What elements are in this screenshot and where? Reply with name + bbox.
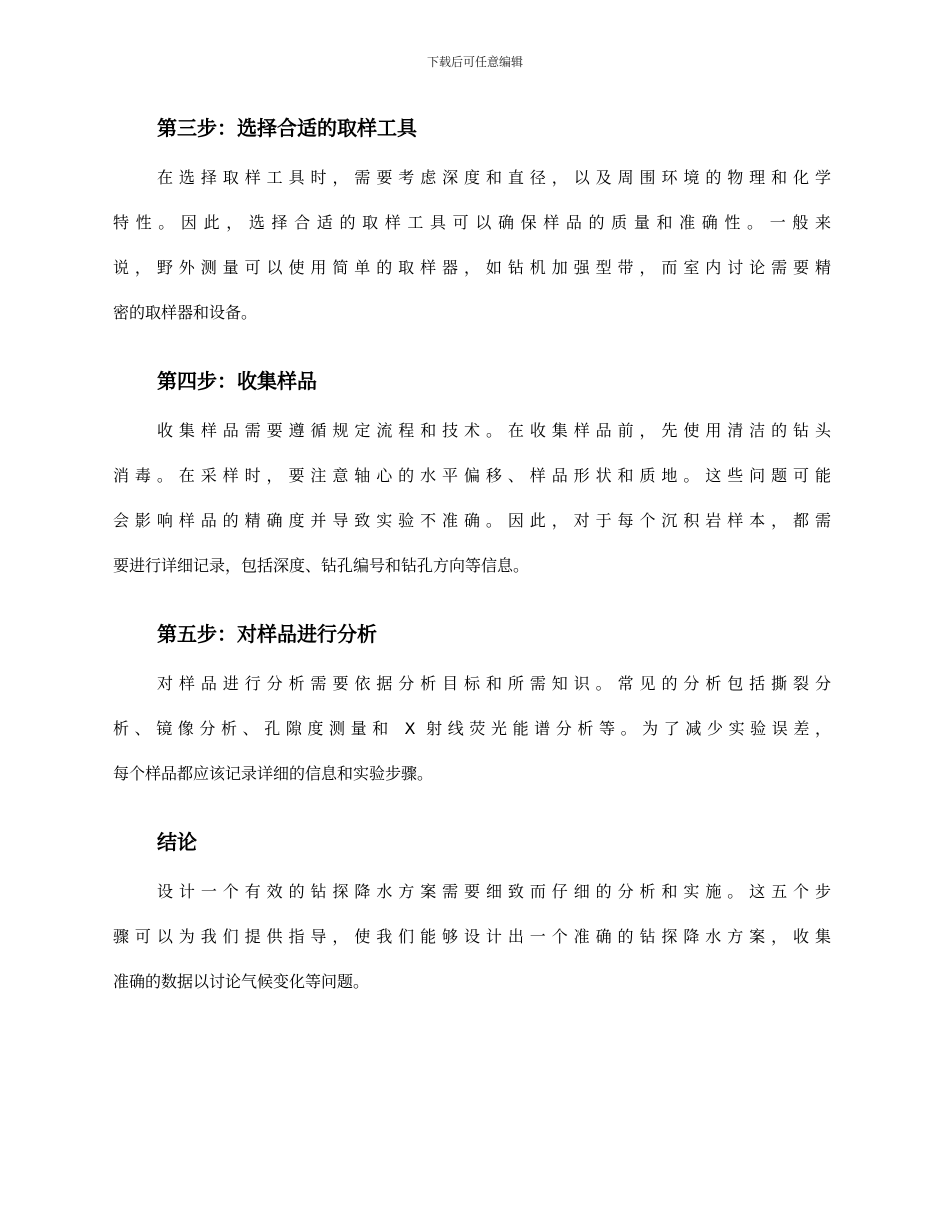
paragraph-line: 密的取样器和设备。 (113, 303, 258, 322)
paragraph-line: 骤可以为我们提供指导，使我们能够设计出一个准确的钻探降水方案，收集 (113, 927, 831, 946)
section-paragraph (113, 671, 831, 806)
section-paragraph (113, 165, 831, 345)
paragraph-line: 在选择取样工具时，需要考虑深度和直径，以及周围环境的物理和化学 (157, 168, 831, 187)
paragraph-line: 收集样品需要遵循规定流程和技术。在收集样品前，先使用清洁的钻头 (157, 421, 831, 440)
paragraph-line: 对样品进行分析需要依据分析目标和所需知识。常见的分析包括撕裂分 (157, 674, 831, 693)
section-conclusion (113, 820, 831, 1014)
paragraph-line: 要进行详细记录，包括深度、钻孔编号和钻孔方向等信息。 (113, 556, 530, 575)
paragraph-line: 每个样品都应该记录详细的信息和实验步骤。 (113, 764, 434, 783)
paragraph-line: 设计一个有效的钻探降水方案需要细致而仔细的分析和实施。这五个步 (157, 882, 831, 901)
paragraph-line: 析、镜像分析、孔隙度测量和 X 射线荧光能谱分析等。为了减少实验误差， (113, 719, 831, 738)
section-step-four (113, 359, 831, 612)
section-heading: 第四步：收集样品 (157, 369, 317, 393)
section-step-five (113, 612, 831, 820)
section-step-three (113, 106, 831, 359)
paragraph-line: 准确的数据以讨论气候变化等问题。 (113, 972, 370, 991)
section-heading: 结论 (157, 830, 197, 854)
section-heading: 第五步：对样品进行分析 (157, 622, 377, 646)
page-header: 下载后可任意编辑 (426, 55, 523, 69)
section-paragraph (113, 418, 831, 598)
paragraph-line: 会影响样品的精确度并导致实验不准确。因此，对于每个沉积岩样本，都需 (113, 511, 831, 530)
section-heading: 第三步：选择合适的取样工具 (157, 116, 417, 140)
paragraph-line: 消毒。在采样时，要注意轴心的水平偏移、样品形状和质地。这些问题可能 (113, 466, 831, 485)
document-body (113, 106, 831, 1014)
section-paragraph (113, 879, 831, 1014)
paragraph-line: 说，野外测量可以使用简单的取样器，如钻机加强型带，而室内讨论需要精 (113, 258, 831, 277)
paragraph-line: 特性。因此，选择合适的取样工具可以确保样品的质量和准确性。一般来 (113, 213, 831, 232)
